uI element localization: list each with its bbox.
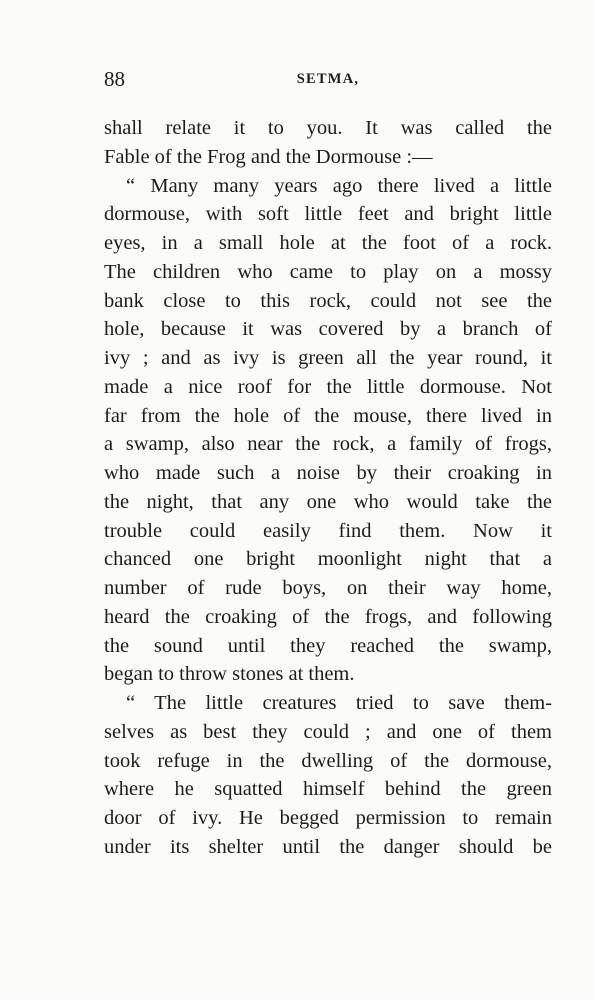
text-line: who made such a noise by their croaking in — [104, 462, 552, 484]
text-line: chanced one bright moonlight night that a — [104, 548, 552, 571]
text-line: ivy ; and as ivy is green all the year round, it — [104, 347, 552, 369]
body-text — [104, 114, 552, 862]
text-line: the sound until they reached the swamp, — [104, 634, 552, 657]
text-line: Fable of the Frog and the Dormouse :— — [104, 145, 433, 168]
text-line: “ Many many years ago there lived a little — [126, 174, 552, 197]
text-line: the night, that any one who would take the — [104, 490, 552, 513]
text-line: door of ivy. He begged permission to remain — [104, 807, 552, 829]
page-number: 88 — [104, 67, 125, 91]
text-line: eyes, in a small hole at the foot of a rock. — [104, 232, 552, 254]
text-line: trouble could easily find them. Now it — [104, 519, 552, 542]
text-line: made a nice roof for the little dormouse. Not — [104, 375, 552, 398]
text-line: under its shelter until the danger should be — [104, 835, 552, 858]
text-line: dormouse, with soft little feet and bright little — [104, 203, 552, 226]
text-line: took refuge in the dwelling of the dormouse, — [104, 749, 552, 772]
text-line: number of rude boys, on their way home, — [104, 577, 552, 599]
text-line: “ The little creatures tried to save them- — [126, 692, 552, 714]
text-line: where he squatted himself behind the green — [104, 778, 552, 801]
text-line: The children who came to play on a mossy — [104, 260, 552, 283]
text-line: shall relate it to you. It was called the — [104, 117, 552, 139]
text-line: bank close to this rock, could not see the — [104, 289, 552, 312]
text-line: a swamp, also near the rock, a family of frogs, — [104, 433, 552, 456]
running-head — [104, 66, 552, 92]
running-title: SETMA, — [296, 71, 360, 87]
text-line: far from the hole of the mouse, there lived in — [104, 404, 552, 427]
text-line: began to throw stones at them. — [104, 663, 355, 686]
text-line: hole, because it was covered by a branch of — [104, 318, 552, 341]
text-line: heard the croaking of the frogs, and following — [104, 605, 552, 628]
text-line: selves as best they could ; and one of them — [104, 720, 552, 743]
